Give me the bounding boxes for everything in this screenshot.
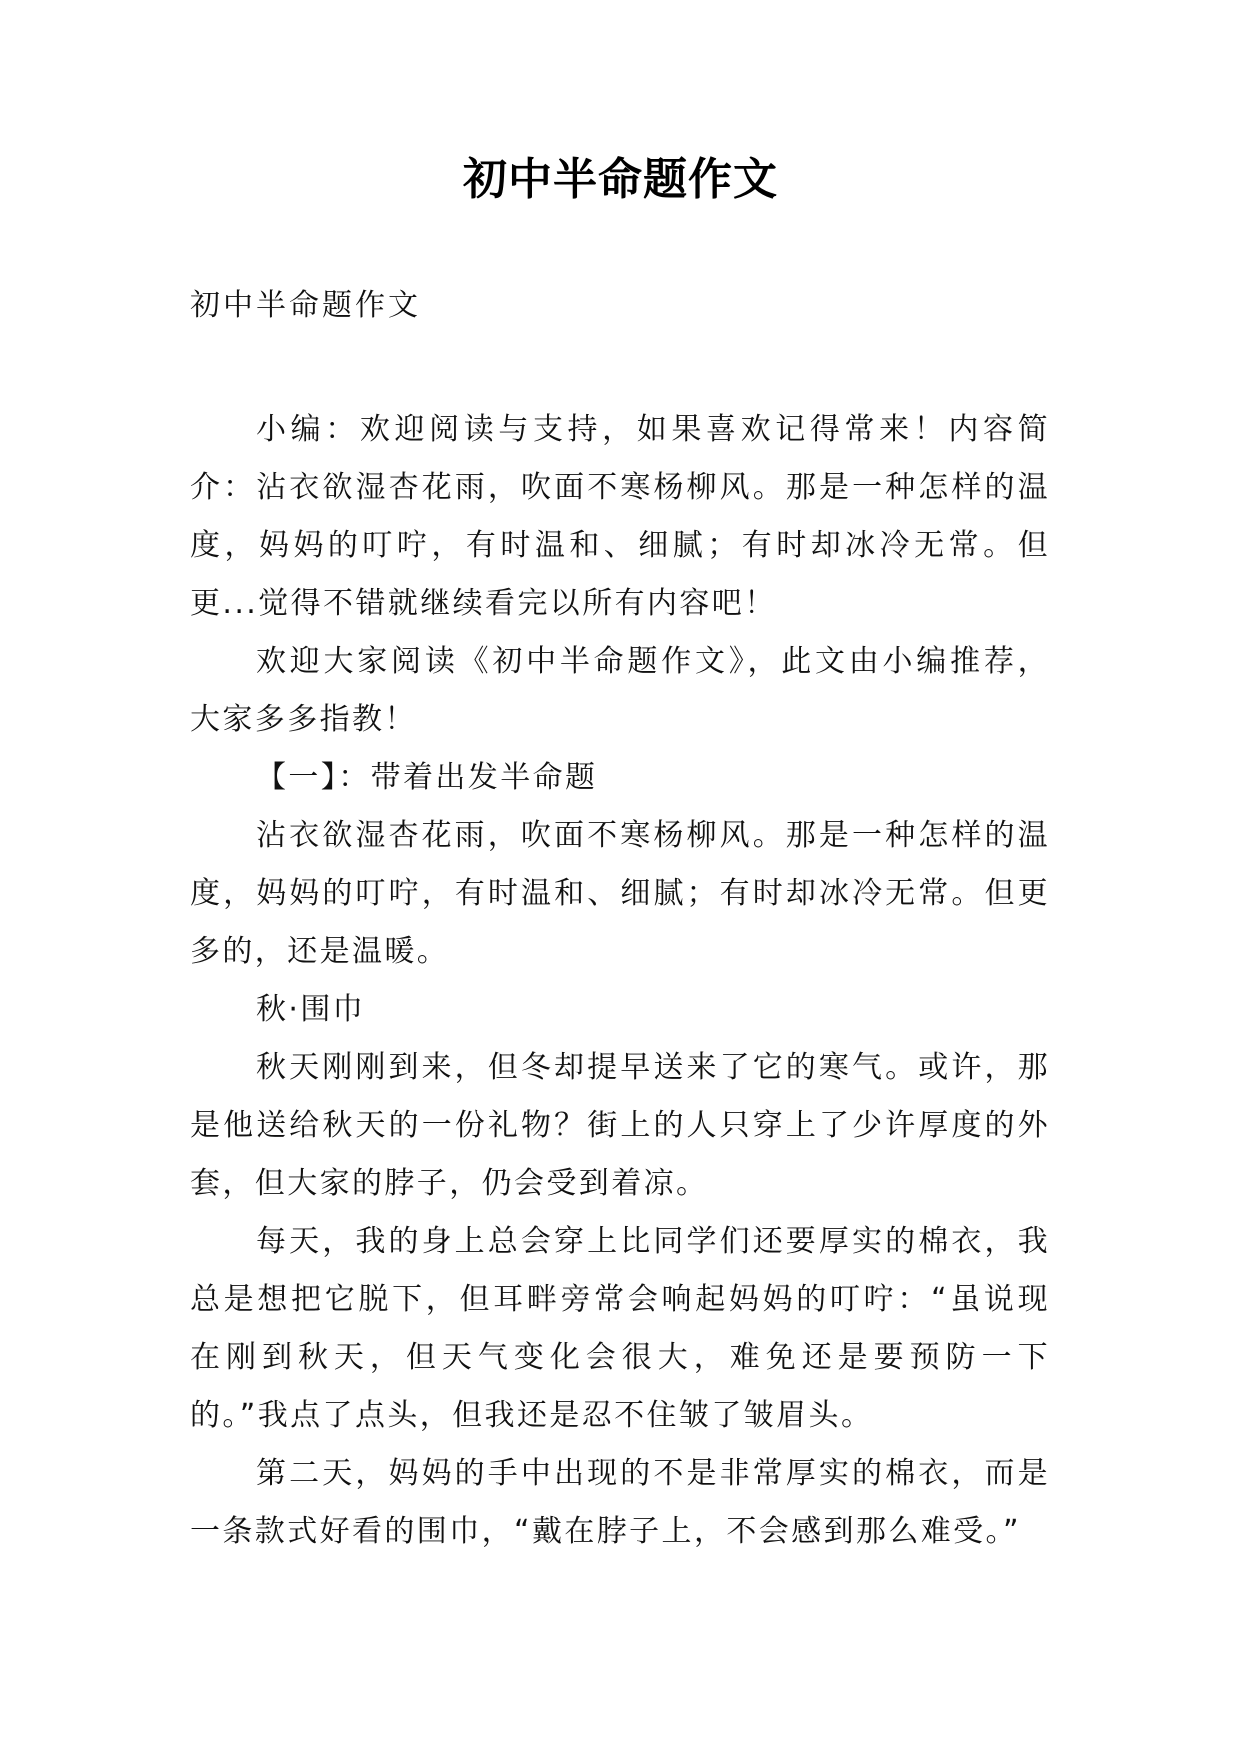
document-subtitle: 初中半命题作文 xyxy=(190,288,421,323)
document-body xyxy=(190,286,1050,1561)
subsection-heading-autumn-scarf: 秋·围巾 xyxy=(256,992,366,1027)
paragraph-next-day: 第二天，妈妈的手中出现的不是非常厚实的棉衣，而是一条款式好看的围巾，“戴在脖子上，不会感到那么难受。” xyxy=(190,1456,1050,1549)
paragraph-every-day: 每天，我的身上总会穿上比同学们还要厚实的棉衣，我总是想把它脱下，但耳畔旁常会响起妈妈的叮咛：“虽说现在刚到秋天，但天气变化会很大，难免还是要预防一下的。”我点了点头，但我还是忍不住皱了皱眉头。 xyxy=(190,1224,1050,1433)
paragraph-welcome: 欢迎大家阅读《初中半命题作文》，此文由小编推荐，大家多多指教！ xyxy=(190,644,1050,737)
section-heading-one: 【一】：带着出发半命题 xyxy=(256,760,598,795)
paragraph-intro: 小编：欢迎阅读与支持，如果喜欢记得常来！内容简介：沾衣欲湿杏花雨，吹面不寒杨柳风。那是一种怎样的温度，妈妈的叮咛，有时温和、细腻；有时却冰冷无常。但更...觉得不错就继续看完以所有内容吧！ xyxy=(190,412,1050,621)
document-title: 初中半命题作文 xyxy=(463,154,778,205)
paragraph-opening: 沾衣欲湿杏花雨，吹面不寒杨柳风。那是一种怎样的温度，妈妈的叮咛，有时温和、细腻；有时却冰冷无常。但更多的，还是温暖。 xyxy=(190,818,1050,969)
paragraph-autumn: 秋天刚刚到来，但冬却提早送来了它的寒气。或许，那是他送给秋天的一份礼物？街上的人只穿上了少许厚度的外套，但大家的脖子，仍会受到着凉。 xyxy=(190,1050,1050,1201)
